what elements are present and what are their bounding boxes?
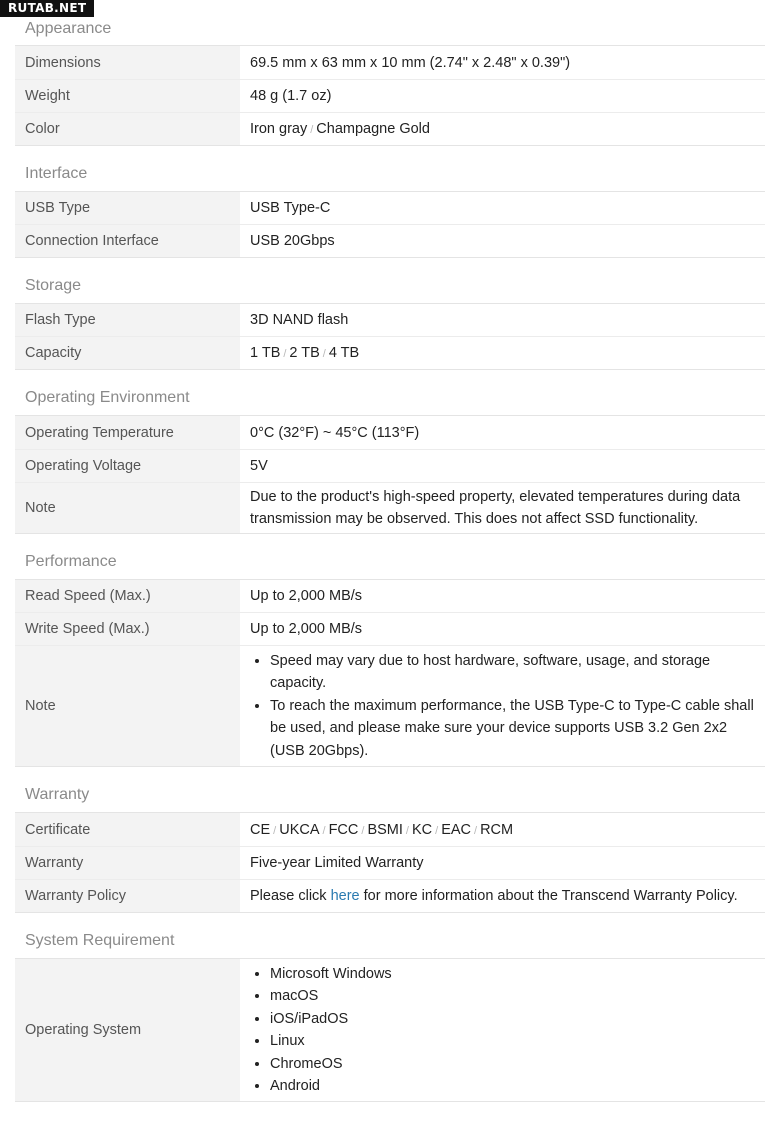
- policy-text-prefix: Please click: [250, 888, 331, 905]
- spec-value: Up to 2,000 MB/s: [240, 613, 765, 646]
- spec-label: Connection Interface: [15, 225, 240, 258]
- list-item: • macOS: [270, 985, 755, 1007]
- site-watermark: RUTAB.NET: [0, 0, 94, 17]
- spec-label: Color: [15, 113, 240, 146]
- section-title-warranty: Warranty: [25, 786, 90, 804]
- capacity-option: 4 TB: [328, 345, 360, 361]
- performance-table: [15, 579, 765, 767]
- spec-value: [240, 813, 765, 847]
- color-option: Iron gray: [250, 121, 308, 137]
- spec-row-warranty: [15, 847, 765, 880]
- spec-value: 48 g (1.7 oz): [240, 80, 765, 113]
- spec-row-capacity: [15, 337, 765, 370]
- spec-row-note: [15, 483, 765, 534]
- spec-label: Operating Voltage: [15, 450, 240, 483]
- list-item: • Android: [270, 1075, 755, 1097]
- spec-label: Note: [15, 646, 240, 767]
- separator: /: [435, 824, 439, 837]
- spec-value: USB 20Gbps: [240, 225, 765, 258]
- list-item: • Linux: [270, 1030, 755, 1052]
- section-title-storage: Storage: [25, 277, 82, 294]
- spec-row-color: [15, 113, 765, 146]
- separator: /: [474, 824, 478, 837]
- list-item: • To reach the maximum performance, the USB Type-C to Type-C cable shall be used, and please make sure your device supports USB 3.2 Gen 2x2 (USB 20Gbps).: [270, 695, 755, 762]
- spec-label: Dimensions: [15, 46, 240, 80]
- spec-row-dimensions: [15, 46, 765, 80]
- spec-value: 69.5 mm x 63 mm x 10 mm (2.74" x 2.48" x 0.39"): [240, 46, 765, 80]
- spec-value: [240, 959, 765, 1102]
- spec-row-write-speed: [15, 613, 765, 646]
- spec-label: Note: [15, 483, 240, 534]
- spec-value: 0°C (32°F) ~ 45°C (113°F): [240, 416, 765, 450]
- spec-row-usb-type: [15, 192, 765, 225]
- color-option: Champagne Gold: [316, 121, 430, 137]
- capacity-option: 1 TB: [250, 345, 281, 361]
- spec-value: [240, 646, 765, 767]
- spec-row-note: [15, 646, 765, 767]
- warranty-policy-link[interactable]: here: [330, 888, 360, 905]
- appearance-table: [15, 45, 765, 146]
- section-title-performance: Performance: [25, 553, 117, 570]
- interface-table: [15, 191, 765, 258]
- spec-row-operating-system: [15, 959, 765, 1102]
- section-title-appearance: Appearance: [25, 20, 112, 37]
- section-title-interface: Interface: [25, 165, 88, 182]
- capacity-option: 2 TB: [289, 345, 320, 361]
- separator: /: [322, 824, 326, 837]
- certificate-item: EAC: [441, 821, 472, 838]
- spec-value: 5V: [240, 450, 765, 483]
- certificate-item: BSMI: [367, 821, 403, 838]
- spec-label: Weight: [15, 80, 240, 113]
- spec-label: Flash Type: [15, 304, 240, 337]
- note-list: [250, 650, 755, 762]
- certificate-item: FCC: [328, 821, 359, 838]
- spec-value: Due to the product's high-speed property, elevated temperatures during data transmission may be observed. This does not affect SSD functionality.: [240, 483, 765, 534]
- spec-row-weight: [15, 80, 765, 113]
- list-item: • iOS/iPadOS: [270, 1008, 755, 1030]
- spec-value: 3D NAND flash: [240, 304, 765, 337]
- os-list: [250, 963, 755, 1097]
- spec-label: Operating Temperature: [15, 416, 240, 450]
- environment-table: [15, 415, 765, 534]
- spec-value: [240, 880, 765, 913]
- separator: /: [310, 124, 314, 136]
- separator: /: [273, 824, 277, 837]
- section-title-system: System Requirement: [25, 932, 175, 950]
- spec-value: Up to 2,000 MB/s: [240, 580, 765, 613]
- spec-label: USB Type: [15, 192, 240, 225]
- separator: /: [361, 824, 365, 837]
- spec-value: USB Type-C: [240, 192, 765, 225]
- list-item: • Speed may vary due to host hardware, software, usage, and storage capacity.: [270, 650, 755, 695]
- spec-row-voltage: [15, 450, 765, 483]
- spec-row-warranty-policy: [15, 880, 765, 913]
- spec-value: [240, 337, 765, 370]
- system-table: [15, 958, 765, 1102]
- spec-row-connection: [15, 225, 765, 258]
- spec-label: Capacity: [15, 337, 240, 370]
- spec-label: Read Speed (Max.): [15, 580, 240, 613]
- spec-value: [240, 113, 765, 146]
- policy-text-suffix: for more information about the Transcend Warranty Policy.: [359, 888, 738, 905]
- separator: /: [283, 348, 287, 360]
- spec-row-certificate: [15, 813, 765, 847]
- list-item: • ChromeOS: [270, 1053, 755, 1075]
- storage-table: [15, 303, 765, 370]
- spec-row-temperature: [15, 416, 765, 450]
- certificate-item: CE: [250, 821, 271, 838]
- spec-value: Five-year Limited Warranty: [240, 847, 765, 880]
- spec-label: Warranty: [15, 847, 240, 880]
- list-item: • Microsoft Windows: [270, 963, 755, 985]
- section-title-environment: Operating Environment: [25, 389, 190, 406]
- separator: /: [405, 824, 409, 837]
- warranty-table: [15, 812, 765, 913]
- separator: /: [322, 348, 326, 360]
- spec-sheet: [15, 0, 765, 1102]
- spec-label: Write Speed (Max.): [15, 613, 240, 646]
- certificate-item: UKCA: [279, 821, 320, 838]
- certificate-item: RCM: [480, 821, 514, 838]
- certificate-item: KC: [411, 821, 433, 838]
- spec-label: Certificate: [15, 813, 240, 847]
- spec-label: Warranty Policy: [15, 880, 240, 913]
- spec-row-flash-type: [15, 304, 765, 337]
- spec-row-read-speed: [15, 580, 765, 613]
- spec-label: Operating System: [15, 959, 240, 1102]
